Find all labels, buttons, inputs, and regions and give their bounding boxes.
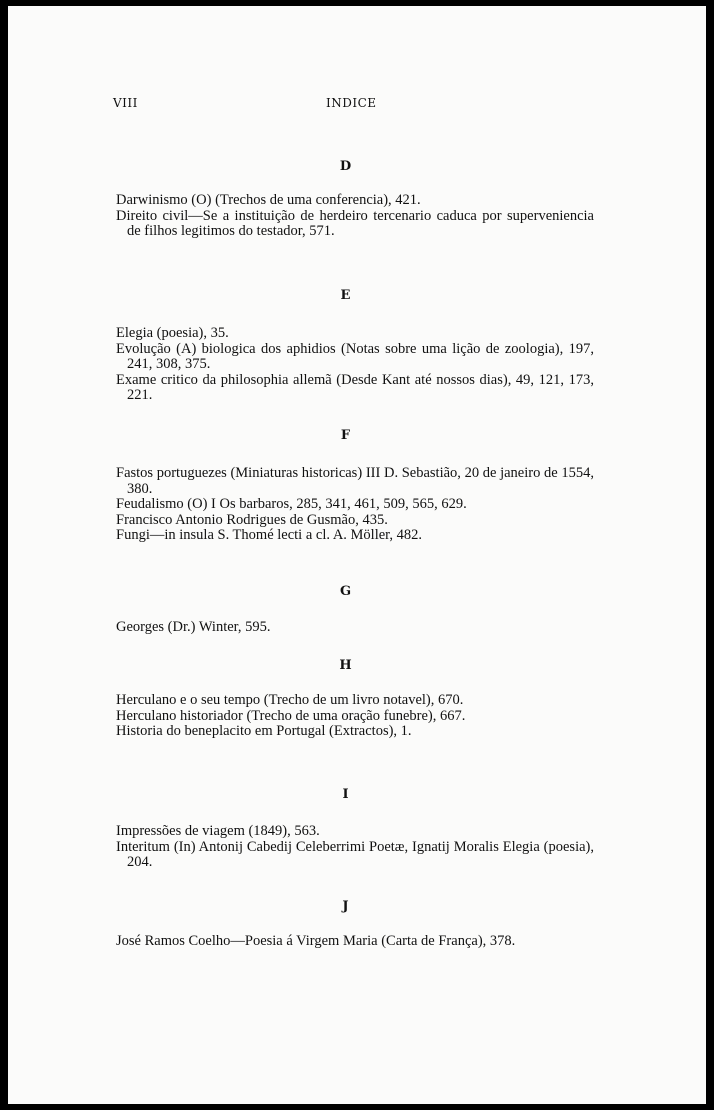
section-letter-d: D [339, 159, 353, 174]
index-entry: Herculano e o seu tempo (Trecho de um livro notavel), 670. [116, 692, 464, 708]
index-entry: Exame critico da philosophia allemã (Desde Kant até nossos dias), 49, 121, 173, 221. [116, 371, 594, 403]
section-e-entries [116, 326, 594, 404]
section-letter-i: I [342, 787, 350, 802]
section-d-entries [116, 193, 594, 240]
index-entry: Direito civil—Se a instituição de herdeiro tercenario caduca por superveniencia de filhos legitimos do testador, 571. [116, 207, 594, 239]
index-entry: Fastos portuguezes (Miniaturas historicas) III D. Sebastião, 20 de janeiro de 1554, 380. [116, 465, 594, 497]
section-letter-h: H [339, 658, 353, 673]
section-i-entries [116, 824, 594, 871]
section-letter-j: J [342, 899, 350, 914]
index-entry: Feudalismo (O) I Os barbaros, 285, 341, 461, 509, 565, 629. [116, 496, 467, 512]
book-page [8, 6, 706, 1104]
index-entry: José Ramos Coelho—Poesia á Virgem Maria (Carta de França), 378. [116, 933, 516, 949]
section-letter-e: E [340, 288, 352, 303]
index-entry: Evolução (A) biologica dos aphidios (Notas sobre uma lição de zoologia), 197, 241, 308, 375. [116, 340, 594, 372]
section-j-entries [116, 934, 594, 950]
index-entry: Darwinismo (O) (Trechos de uma conferencia), 421. [116, 192, 421, 208]
section-g-entries [116, 620, 594, 636]
index-entry: Historia do beneplacito em Portugal (Extractos), 1. [116, 723, 412, 739]
index-entry: Interitum (In) Antonij Cabedij Celeberrimi Poetæ, Ignatij Moralis Elegia (poesia), 204. [116, 838, 594, 870]
index-entry: Herculano historiador (Trecho de uma oração funebre), 667. [116, 707, 466, 724]
index-entry: Fungi—in insula S. Thomé lecti a cl. A. Möller, 482. [116, 527, 423, 543]
index-entry: Francisco Antonio Rodrigues de Gusmão, 435. [116, 511, 388, 528]
index-entry: Georges (Dr.) Winter, 595. [116, 619, 271, 635]
page-number: VIII [113, 96, 138, 110]
index-entry: Impressões de viagem (1849), 563. [116, 823, 320, 839]
index-entry: Elegia (poesia), 35. [116, 325, 229, 341]
page-title: INDICE [326, 96, 377, 110]
section-h-entries [116, 693, 594, 740]
section-letter-f: F [340, 428, 352, 443]
section-letter-g: G [339, 584, 353, 599]
section-f-entries [116, 466, 594, 544]
